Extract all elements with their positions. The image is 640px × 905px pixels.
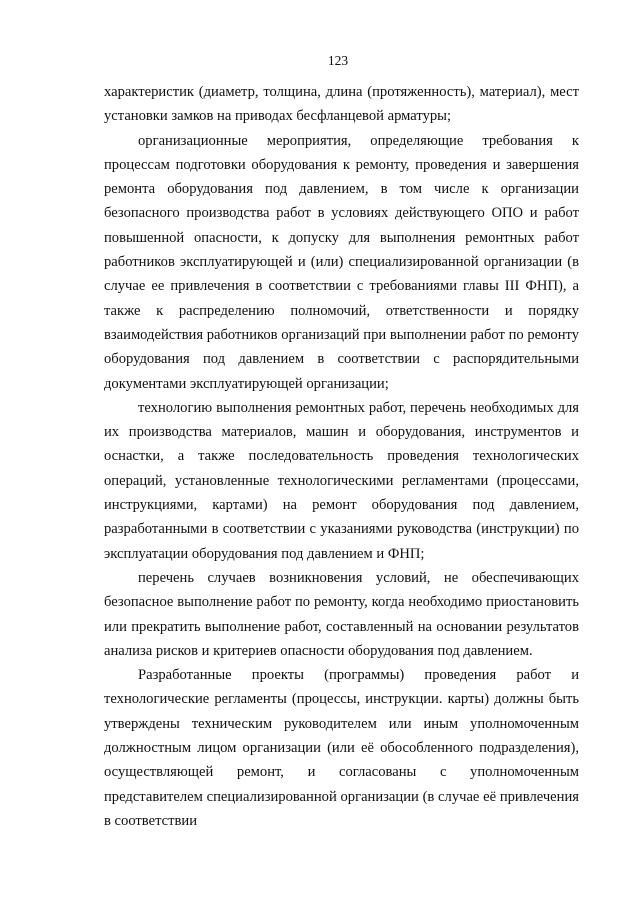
paragraph-organizational-measures: организационные мероприятия, определяющие требования к процессам подготовки оборудования к ремонту, проведения и завершения ремонта оборудования под давлением, в том числе к организации безопасного производства работ в условиях действующего ОПО и работ повышенной опасности, к допуску для выполнения ремонтных работ работников эксплуатирующей и (или) специализированной организации (в случае ее привлечения в соответствии с требованиями главы III ФНП), а также к распределению полномочий, ответственности и порядку взаимодействия работников организаций при выполнении работ по ремонту оборудования под давлением в соответствии с распорядительными документами эксплуатирующей организации;	[104, 132, 579, 392]
paragraph-approval-requirements: Разработанные проекты (программы) проведения работ и технологические регламенты (процессы, инструкции. карты) должны быть утверждены техническим руководителем или иным уполномоченным должностным лицом организации (или её обособленного подразделения), осуществляющей ремонт, и согласованы с уполномоченным представителем специализированной организации (в случае её привлечения в соответствии	[104, 667, 579, 829]
paragraph-unsafe-conditions: перечень случаев возникновения условий, не обеспечивающих безопасное выполнение работ по ремонту, когда необходимо приостановить или прекратить выполнение работ, составленный на основании результатов анализа рисков и критериев опасности оборудования под давлением.	[104, 569, 579, 659]
page-number: 123	[327, 53, 349, 68]
paragraph-repair-technology: технологию выполнения ремонтных работ, перечень необходимых для их производства материалов, машин и оборудования, инструментов и оснастки, а также последовательность проведения технологических операций, установленные технологическими регламентами (процессами, инструкциями, картами) на ремонт оборудования под давлением, разработанными в соответствии с указаниями руководства (инструкции) по эксплуатации оборудования под давлением и ФНП;	[104, 399, 579, 562]
paragraph-continuation: характеристик (диаметр, толщина, длина (протяженность), материал), мест установки замков на приводах бесфланцевой арматуры;	[104, 84, 579, 125]
document-body	[104, 80, 579, 833]
